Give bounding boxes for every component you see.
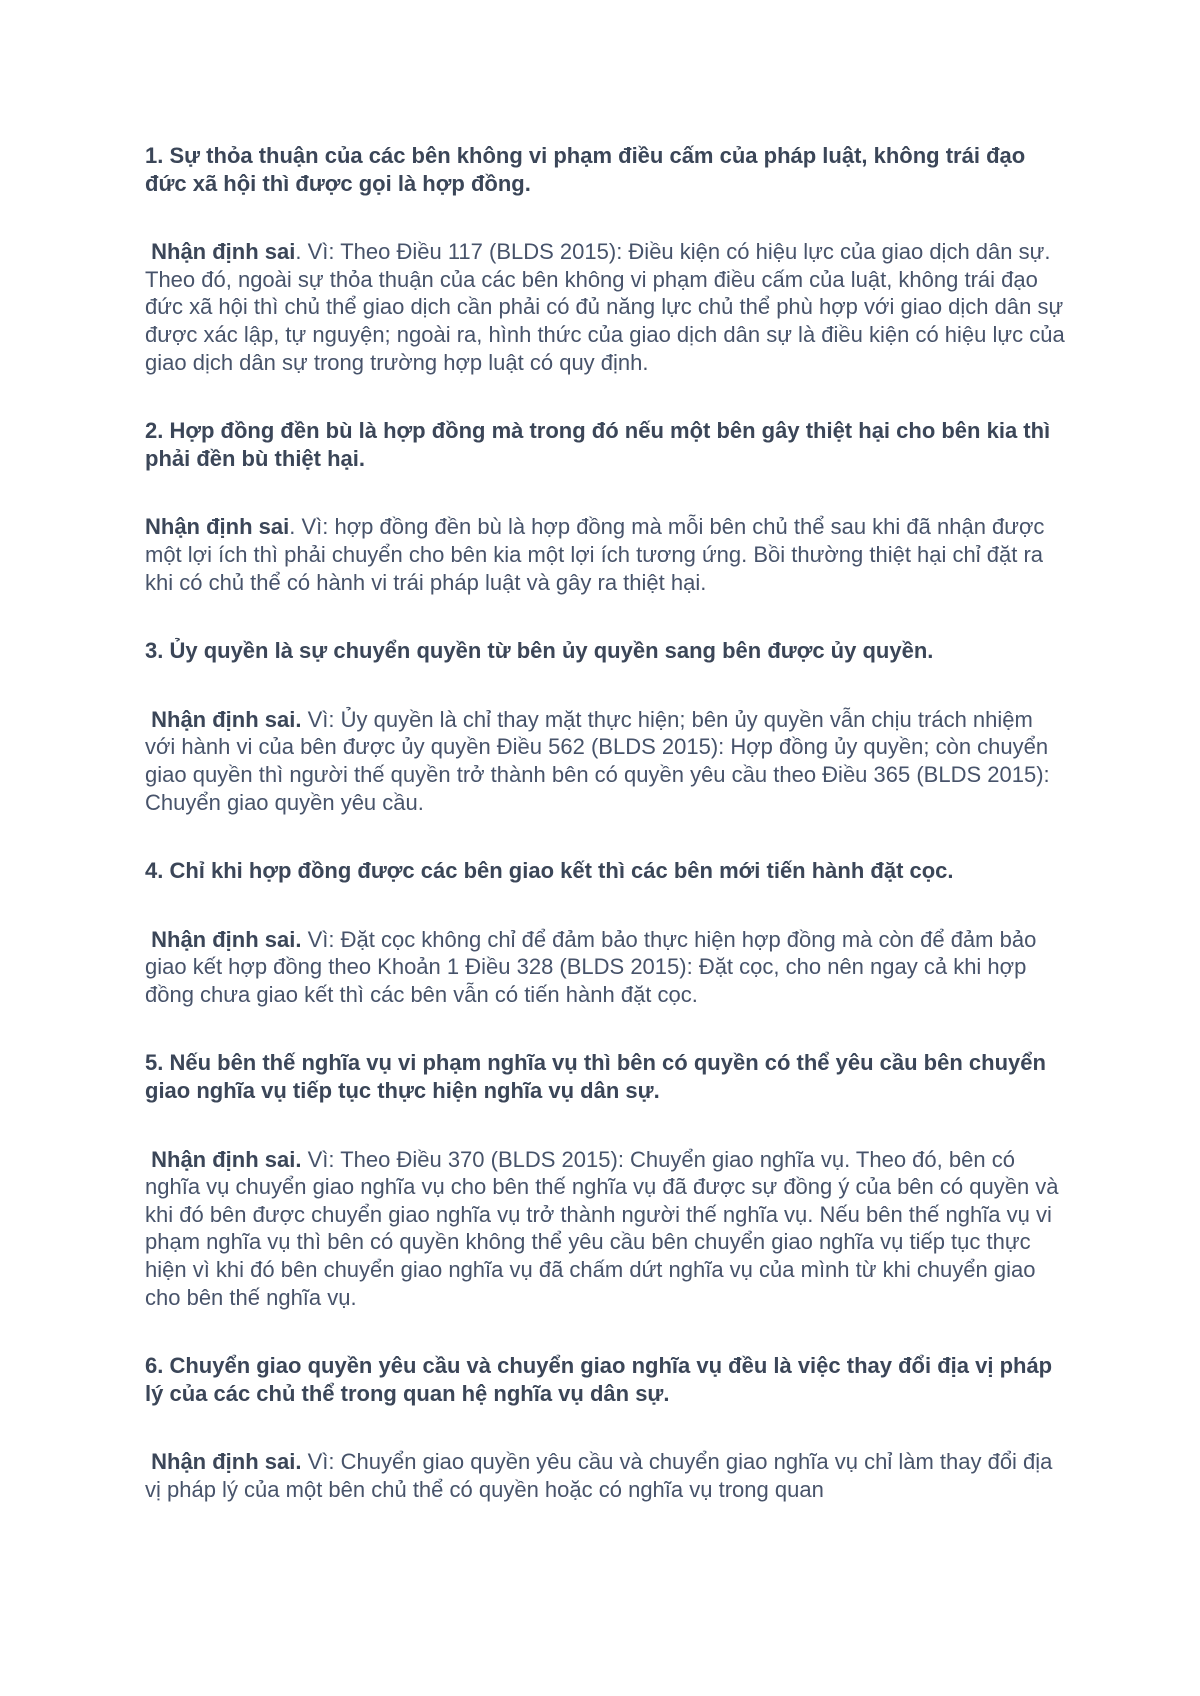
answer-4 [145,926,1065,1009]
question-1: 1. Sự thỏa thuận của các bên không vi phạm điều cấm của pháp luật, không trái đạo đức xã hội thì được gọi là hợp đồng. [145,143,1026,196]
answer-lead: Nhận định sai [151,239,296,265]
answer-lead: Nhận định sai. [151,706,302,732]
answer-lead: Nhận định sai. [151,1449,302,1475]
question-5: 5. Nếu bên thế nghĩa vụ vi phạm nghĩa vụ thì bên có quyền có thể yêu cầu bên chuyển giao nghĩa vụ tiếp tục thực hiện nghĩa vụ dân sự. [145,1050,1046,1104]
answer-1 [145,238,1065,376]
document-page [145,142,1065,1545]
qa-item-5 [145,1049,1065,1311]
qa-item-2 [145,417,1065,596]
qa-item-3 [145,637,1065,816]
question-6: 6. Chuyển giao quyền yêu cầu và chuyển giao nghĩa vụ đều là việc thay đổi địa vị pháp lý của các chủ thể trong quan hệ nghĩa vụ dân sự. [145,1353,1053,1406]
answer-text: Vì: Theo Điều 370 (BLDS 2015): Chuyển giao nghĩa vụ. Theo đó, bên có nghĩa vụ chuyển giao nghĩa vụ cho bên thế nghĩa vụ đã được sự đồng ý của bên có quyền và khi đó bên được chuyển giao nghĩa vụ trở thành người thế nghĩa vụ. Nếu bên thế nghĩa vụ vi phạm nghĩa vụ thì bên có quyền không thể yêu cầu bên chuyển giao nghĩa vụ tiếp tục thực hiện vì khi đó bên chuyển giao nghĩa vụ đã chấm dứt nghĩa vụ của mình từ khi chuyển giao cho bên thế nghĩa vụ. [145,1146,1059,1310]
answer-2 [145,513,1065,596]
answer-text: Vì: Chuyển giao quyền yêu cầu và chuyển giao nghĩa vụ chỉ làm thay đổi địa vị pháp lý của một bên chủ thể có quyền hoặc có nghĩa vụ trong quan [145,1449,1053,1502]
answer-5 [145,1146,1065,1312]
question-3: 3. Ủy quyền là sự chuyển quyền từ bên ủy quyền sang bên được ủy quyền. [145,638,934,664]
answer-3 [145,706,1065,816]
answer-lead: Nhận định sai. [151,1146,302,1172]
answer-lead: Nhận định sai. [151,926,302,952]
answer-text: . Vì: Theo Điều 117 (BLDS 2015): Điều kiện có hiệu lực của giao dịch dân sự. Theo đó, ngoài sự thỏa thuận của các bên không vi phạm điều cấm của luật, không trái đạo đức xã hội thì chủ thể giao dịch cần phải có đủ năng lực chủ thể phù hợp với giao dịch dân sự được xác lập, tự nguyện; ngoài ra, hình thức của giao dịch dân sự là điều kiện có hiệu lực của giao dịch dân sự trong trường hợp luật có quy định. [145,239,1065,375]
qa-item-6 [145,1352,1065,1503]
answer-6 [145,1448,1065,1503]
answer-text: . Vì: hợp đồng đền bù là hợp đồng mà mỗi bên chủ thể sau khi đã nhận được một lợi ích thì phải chuyển cho bên kia một lợi ích tương ứng. Bồi thường thiệt hại chỉ đặt ra khi có chủ thể có hành vi trái pháp luật và gây ra thiệt hại. [145,514,1045,595]
qa-item-1 [145,142,1065,376]
answer-text: Vì: Đặt cọc không chỉ để đảm bảo thực hiện hợp đồng mà còn để đảm bảo giao kết hợp đồng theo Khoản 1 Điều 328 (BLDS 2015): Đặt cọc, cho nên ngay cả khi hợp đồng chưa giao kết thì các bên vẫn có tiến hành đặt cọc. [145,926,1037,1007]
question-2: 2. Hợp đồng đền bù là hợp đồng mà trong đó nếu một bên gây thiệt hại cho bên kia thì phải đền bù thiệt hại. [145,418,1051,471]
answer-lead: Nhận định sai [145,514,290,540]
question-4: 4. Chỉ khi hợp đồng được các bên giao kết thì các bên mới tiến hành đặt cọc. [145,858,954,884]
answer-text: Vì: Ủy quyền là chỉ thay mặt thực hiện; bên ủy quyền vẫn chịu trách nhiệm với hành vi của bên được ủy quyền Điều 562 (BLDS 2015): Hợp đồng ủy quyền; còn chuyển giao quyền thì người thế quyền trở thành bên có quyền yêu cầu theo Điều 365 (BLDS 2015): Chuyển giao quyền yêu cầu. [145,706,1050,815]
qa-item-4 [145,857,1065,1008]
